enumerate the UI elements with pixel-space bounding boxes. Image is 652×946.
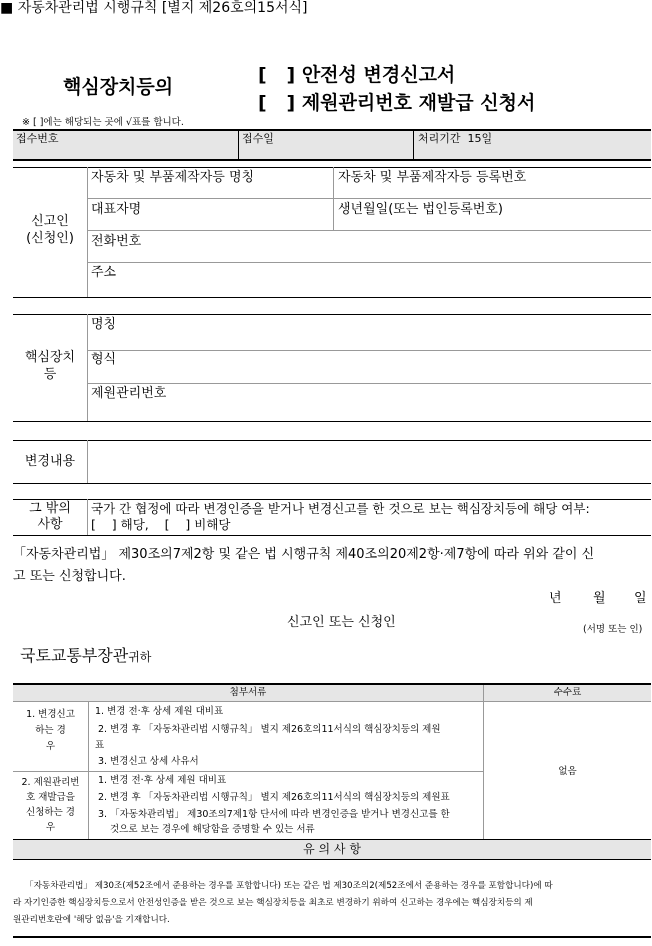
receipt-row bbox=[13, 131, 651, 159]
processing-period-label: 처리기간 bbox=[418, 132, 461, 145]
statement-line-1: 「자동차관리법」 제30조의7제2항 및 같은 법 시행규칙 제40조의20제2항·제7항에 따라 위와 같이 신 bbox=[13, 547, 595, 562]
applicant-section-label: 신고인 (신청인) bbox=[26, 214, 74, 246]
notice-line-2: 라 자기인증한 핵심장치등으로서 안전성인증을 받은 것으로 보는 핵심장치등을 최초로 변경하기 위하여 신고하는 경우에는 핵심장치등의 제 bbox=[13, 898, 533, 908]
marker-icon: ■ bbox=[0, 0, 14, 16]
title-option-2: [ ] 제원관리번호 재발급 신청서 bbox=[258, 92, 536, 114]
statement-line-2: 고 또는 신청합니다. bbox=[13, 569, 126, 584]
representative-name-field[interactable]: 대표자명 bbox=[91, 202, 142, 217]
law-reference: 자동차관리법 시행규칙 [별지 제26호의15서식] bbox=[17, 0, 308, 16]
agreement-question: 국가 간 협정에 따라 변경인증을 받거나 변경신고를 한 것으로 보는 핵심장치등에 해당 여부: bbox=[91, 501, 590, 516]
registration-number-field[interactable]: 자동차 및 부품제작자등 등록번호 bbox=[338, 170, 527, 185]
birth-date-field[interactable]: 생년월일(또는 법인등록번호) bbox=[338, 202, 503, 217]
processing-period bbox=[418, 132, 492, 146]
case1-label: 1. 변경신고 하는 경 우 bbox=[26, 709, 75, 752]
case2-item-1: 1. 변경 전·후 상세 제원 대비표 bbox=[98, 775, 227, 786]
case1-item-2: 2. 변경 후 「자동차관리법 시행규칙」 별지 제26호의11서식의 핵심장치등의 제원 bbox=[98, 724, 441, 735]
notice-body bbox=[13, 878, 651, 929]
device-section-label: 핵심장치 등 bbox=[24, 350, 76, 382]
case2-item-2: 2. 변경 후 「자동차관리법 시행규칙」 별지 제26호의11서식의 핵심장치등의 제원표 bbox=[98, 792, 450, 803]
change-content-field[interactable] bbox=[88, 441, 650, 482]
receipt-number-label: 접수번호 bbox=[16, 132, 59, 145]
spec-number-field[interactable]: 제원관리번호 bbox=[91, 386, 167, 401]
notice-line-3: 원관리번호란에 '해당 없음'을 기재합니다. bbox=[13, 915, 170, 925]
case1-item-3: 3. 변경신고 상세 사유서 bbox=[98, 756, 199, 767]
checkbox-note: ※ [ ]에는 해당되는 곳에 √표를 합니다. bbox=[22, 117, 184, 128]
case2-item-3-cont: 것으로 보는 경우에 해당함을 증명할 수 있는 서류 bbox=[110, 824, 315, 835]
date-year: 년 bbox=[549, 591, 562, 606]
device-type-field[interactable]: 형식 bbox=[91, 352, 117, 367]
notice-header: 유 의 사 항 bbox=[303, 842, 361, 856]
company-name-field[interactable]: 자동차 및 부품제작자등 명칭 bbox=[91, 170, 255, 185]
attachments-header: 첨부서류 bbox=[229, 687, 267, 698]
receipt-date-label: 접수일 bbox=[242, 132, 274, 145]
case2-label: 2. 제원관리번 호 재발급을 신청하는 경 우 bbox=[21, 777, 80, 833]
date-month: 월 bbox=[593, 591, 606, 606]
processing-period-value: 15일 bbox=[467, 132, 493, 145]
date-day: 일 bbox=[634, 591, 647, 606]
addressee-suffix: 귀하 bbox=[128, 650, 152, 664]
device-name-field[interactable]: 명칭 bbox=[91, 317, 117, 332]
signer-label: 신고인 또는 신청인 bbox=[287, 615, 396, 630]
case2-item-3: 3. 「자동차관리법」 제30조의7제1항 단서에 따라 변경인증을 받거나 변경신고를 한 bbox=[98, 809, 450, 820]
other-section-label: 그 밖의 사항 bbox=[29, 501, 71, 532]
change-section-label: 변경내용 bbox=[24, 454, 76, 469]
addressee-name: 국토교통부장관 bbox=[20, 646, 129, 665]
title-option-1: [ ] 안전성 변경신고서 bbox=[258, 64, 456, 86]
signature-field[interactable]: (서명 또는 인) bbox=[583, 624, 643, 635]
fee-value: 없음 bbox=[558, 766, 577, 777]
notice-line-1: 「자동차관리법」 제30조(제52조에서 준용하는 경우를 포함합니다) 또는 같은 법 제30조의2(제52조에서 준용하는 경우를 포함합니다)에 따 bbox=[25, 881, 553, 891]
title-left: 핵심장치등의 bbox=[63, 76, 174, 98]
fee-header: 수수료 bbox=[553, 687, 582, 698]
case1-item-2-cont: 표 bbox=[95, 740, 105, 751]
form-header bbox=[0, 0, 308, 16]
addressee bbox=[20, 643, 151, 666]
case1-item-1: 1. 변경 전·후 상세 제원 대비표 bbox=[95, 706, 224, 717]
phone-field[interactable]: 전화번호 bbox=[91, 234, 142, 249]
agreement-checkboxes[interactable]: [ ] 해당, [ ] 비해당 bbox=[91, 517, 231, 532]
address-field[interactable]: 주소 bbox=[91, 265, 117, 280]
